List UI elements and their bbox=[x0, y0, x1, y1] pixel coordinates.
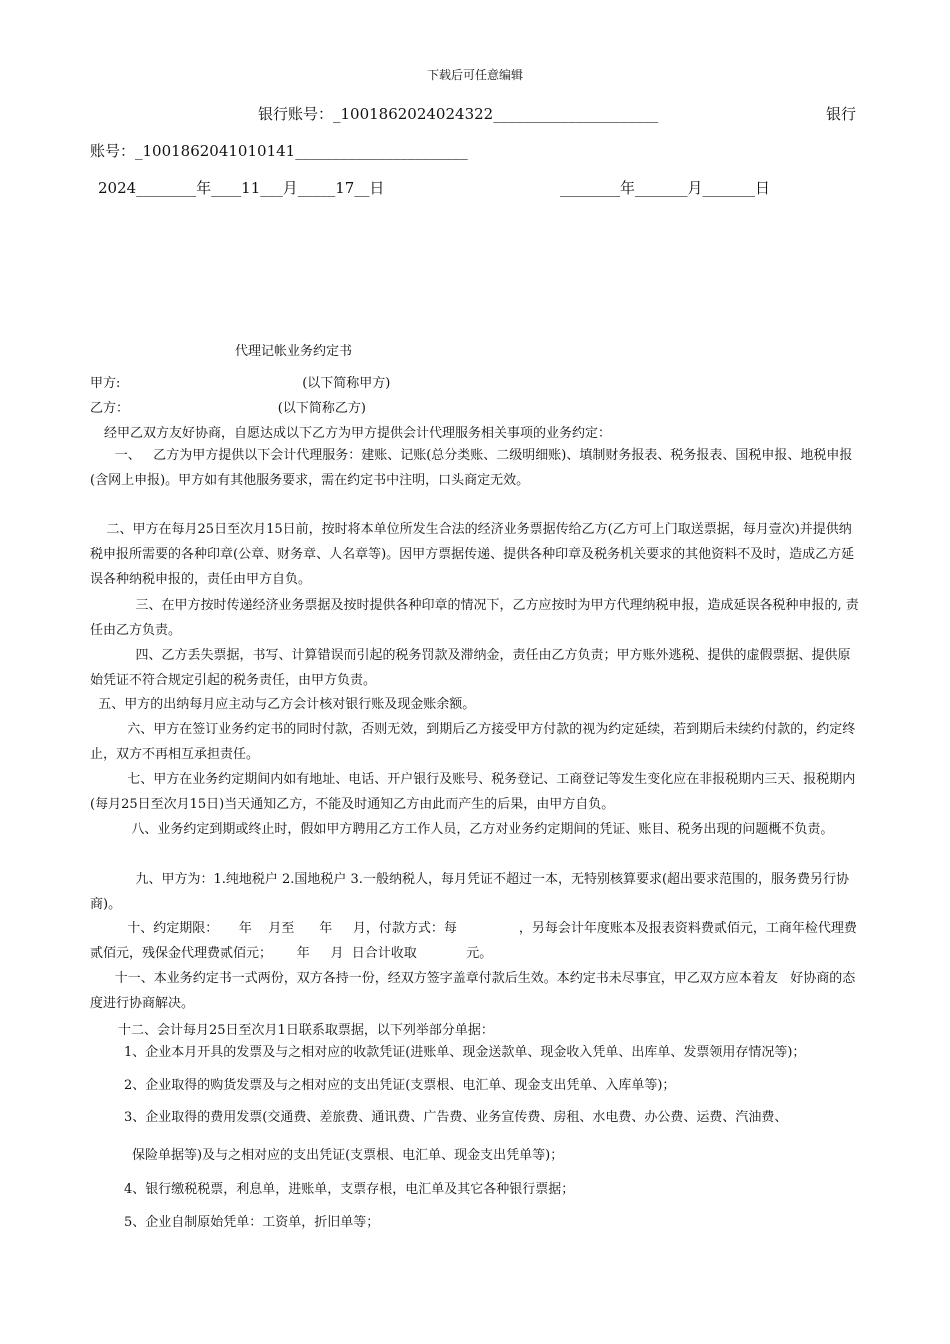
clause-11: 十一、本业务约定书一式两份，双方各持一份，经双方签字盖章付款后生效。本约定书未尽事宜，甲乙双方应本着友 好协商的态度进行协商解决。 bbox=[90, 971, 856, 1011]
clause-5: 五、甲方的出纳每月应主动与乙方会计核对银行账及现金账余额。 bbox=[90, 697, 476, 712]
document-title: 代理记帐业务约定书 bbox=[235, 344, 353, 359]
clause-3: 三、在甲方按时传递经济业务票据及按时提供各种印章的情况下，乙方应按时为甲方代理纳税申报，造成延误各税种申报的, 责任由乙方负责。 bbox=[90, 598, 859, 638]
clause-10: 十、约定期限： 年 月至 年 月，付款方式：每 ，另每会计年度账本及报表资料费贰佰元，工商年检代理费贰佰元，残保金代理费贰佰元； 年 月 日合计收取 元。 bbox=[90, 921, 857, 961]
clause-6: 六、甲方在签订业务约定书的同时付款，否则无效，到期后乙方接受甲方付款的视为约定延续，若到期后未续约付款的，约定终止，双方不再相互承担责任。 bbox=[90, 722, 856, 762]
header-note: 下载后可任意编辑 bbox=[426, 68, 523, 82]
list-item-3: 3、企业取得的费用发票(交通费、差旅费、通讯费、广告费、业务宣传费、房租、水电费、办公费、运费、汽油费、 bbox=[124, 1110, 788, 1125]
clause-4: 四、乙方丢失票据，书写、计算错误而引起的税务罚款及滞纳金，责任由乙方负责；甲方账外逃税、提供的虚假票据、提供原始凭证不符合规定引起的税务责任，由甲方负责。 bbox=[90, 648, 851, 688]
bank-account-line-1: 银行账号：_1001862024024322______________________ bbox=[258, 105, 659, 123]
list-item-5: 5、企业自制原始凭单：工资单，折旧单等； bbox=[124, 1215, 380, 1230]
clause-12-title: 十二、会计每月25日至次月1日联系取票据，以下列举部分单据： bbox=[118, 1023, 494, 1038]
intro-text: 经甲乙双方友好协商，自愿达成以下乙方为甲方提供会计代理服务相关事项的业务约定： bbox=[104, 426, 612, 441]
clause-8: 八、业务约定到期或终止时，假如甲方聘用乙方工作人员，乙方对业务约定期间的凭证、账目、税务出现的问题概不负责。 bbox=[90, 822, 834, 837]
bank-account-line-2: 账号：_1001862041010141_______________________ bbox=[90, 142, 468, 160]
date-right: ________年_______月_______日 bbox=[560, 179, 771, 197]
clause-1: 一、 乙方为甲方提供以下会计代理服务：建账、记账(总分类账、二级明细账)、填制财务报表、税务报表、国税申报、地税申报(含网上申报)。甲方如有其他服务要求，需在约定书中注明，口头商定无效。 bbox=[90, 448, 853, 488]
party-b: 乙方： (以下简称乙方) bbox=[90, 401, 366, 416]
clause-7: 七、甲方在业务约定期间内如有地址、电话、开户银行及账号、税务登记、工商登记等发生变化应在非报税期内三天、报税期内(每月25日至次月15日)当天通知乙方，不能及时通知乙方由此而产生的后果，由甲方自负。 bbox=[90, 772, 856, 812]
list-item-3-continued: 保险单据等)及与之相对应的支出凭证(支票根、电汇单、现金支出凭单等)； bbox=[132, 1148, 564, 1163]
list-item-1: 1、企业本月开具的发票及与之相对应的收款凭证(进账单、现金送款单、现金收入凭单、出库单、发票领用存情况等)； bbox=[124, 1045, 806, 1060]
list-item-2: 2、企业取得的购货发票及与之相对应的支出凭证(支票根、电汇单、现金支出凭单、入库单等)； bbox=[124, 1078, 676, 1093]
date-left: 2024________年____11___月_____17__日 bbox=[98, 179, 385, 197]
clause-9: 九、甲方为：1.纯地税户 2.国地税户 3.一般纳税人，每月凭证不超过一本，无特别核算要求(超出要求范围的，服务费另行协商)。 bbox=[90, 872, 850, 912]
clause-2: 二、甲方在每月25日至次月15日前，按时将本单位所发生合法的经济业务票据传给乙方(乙方可上门取送票据，每月壹次)并提供纳税申报所需要的各种印章(公章、财务章、人名章等)。因甲方票据传递、提供各种印章及税务机关要求的其他资料不及时，造成乙方延误各种纳税申报的，责任由甲方自负。 bbox=[90, 522, 855, 587]
party-a: 甲方: (以下简称甲方) bbox=[90, 376, 391, 391]
list-item-4: 4、银行缴税税票，利息单，进账单，支票存根，电汇单及其它各种银行票据； bbox=[124, 1182, 575, 1197]
bank-label-right: 银行 bbox=[826, 105, 857, 123]
